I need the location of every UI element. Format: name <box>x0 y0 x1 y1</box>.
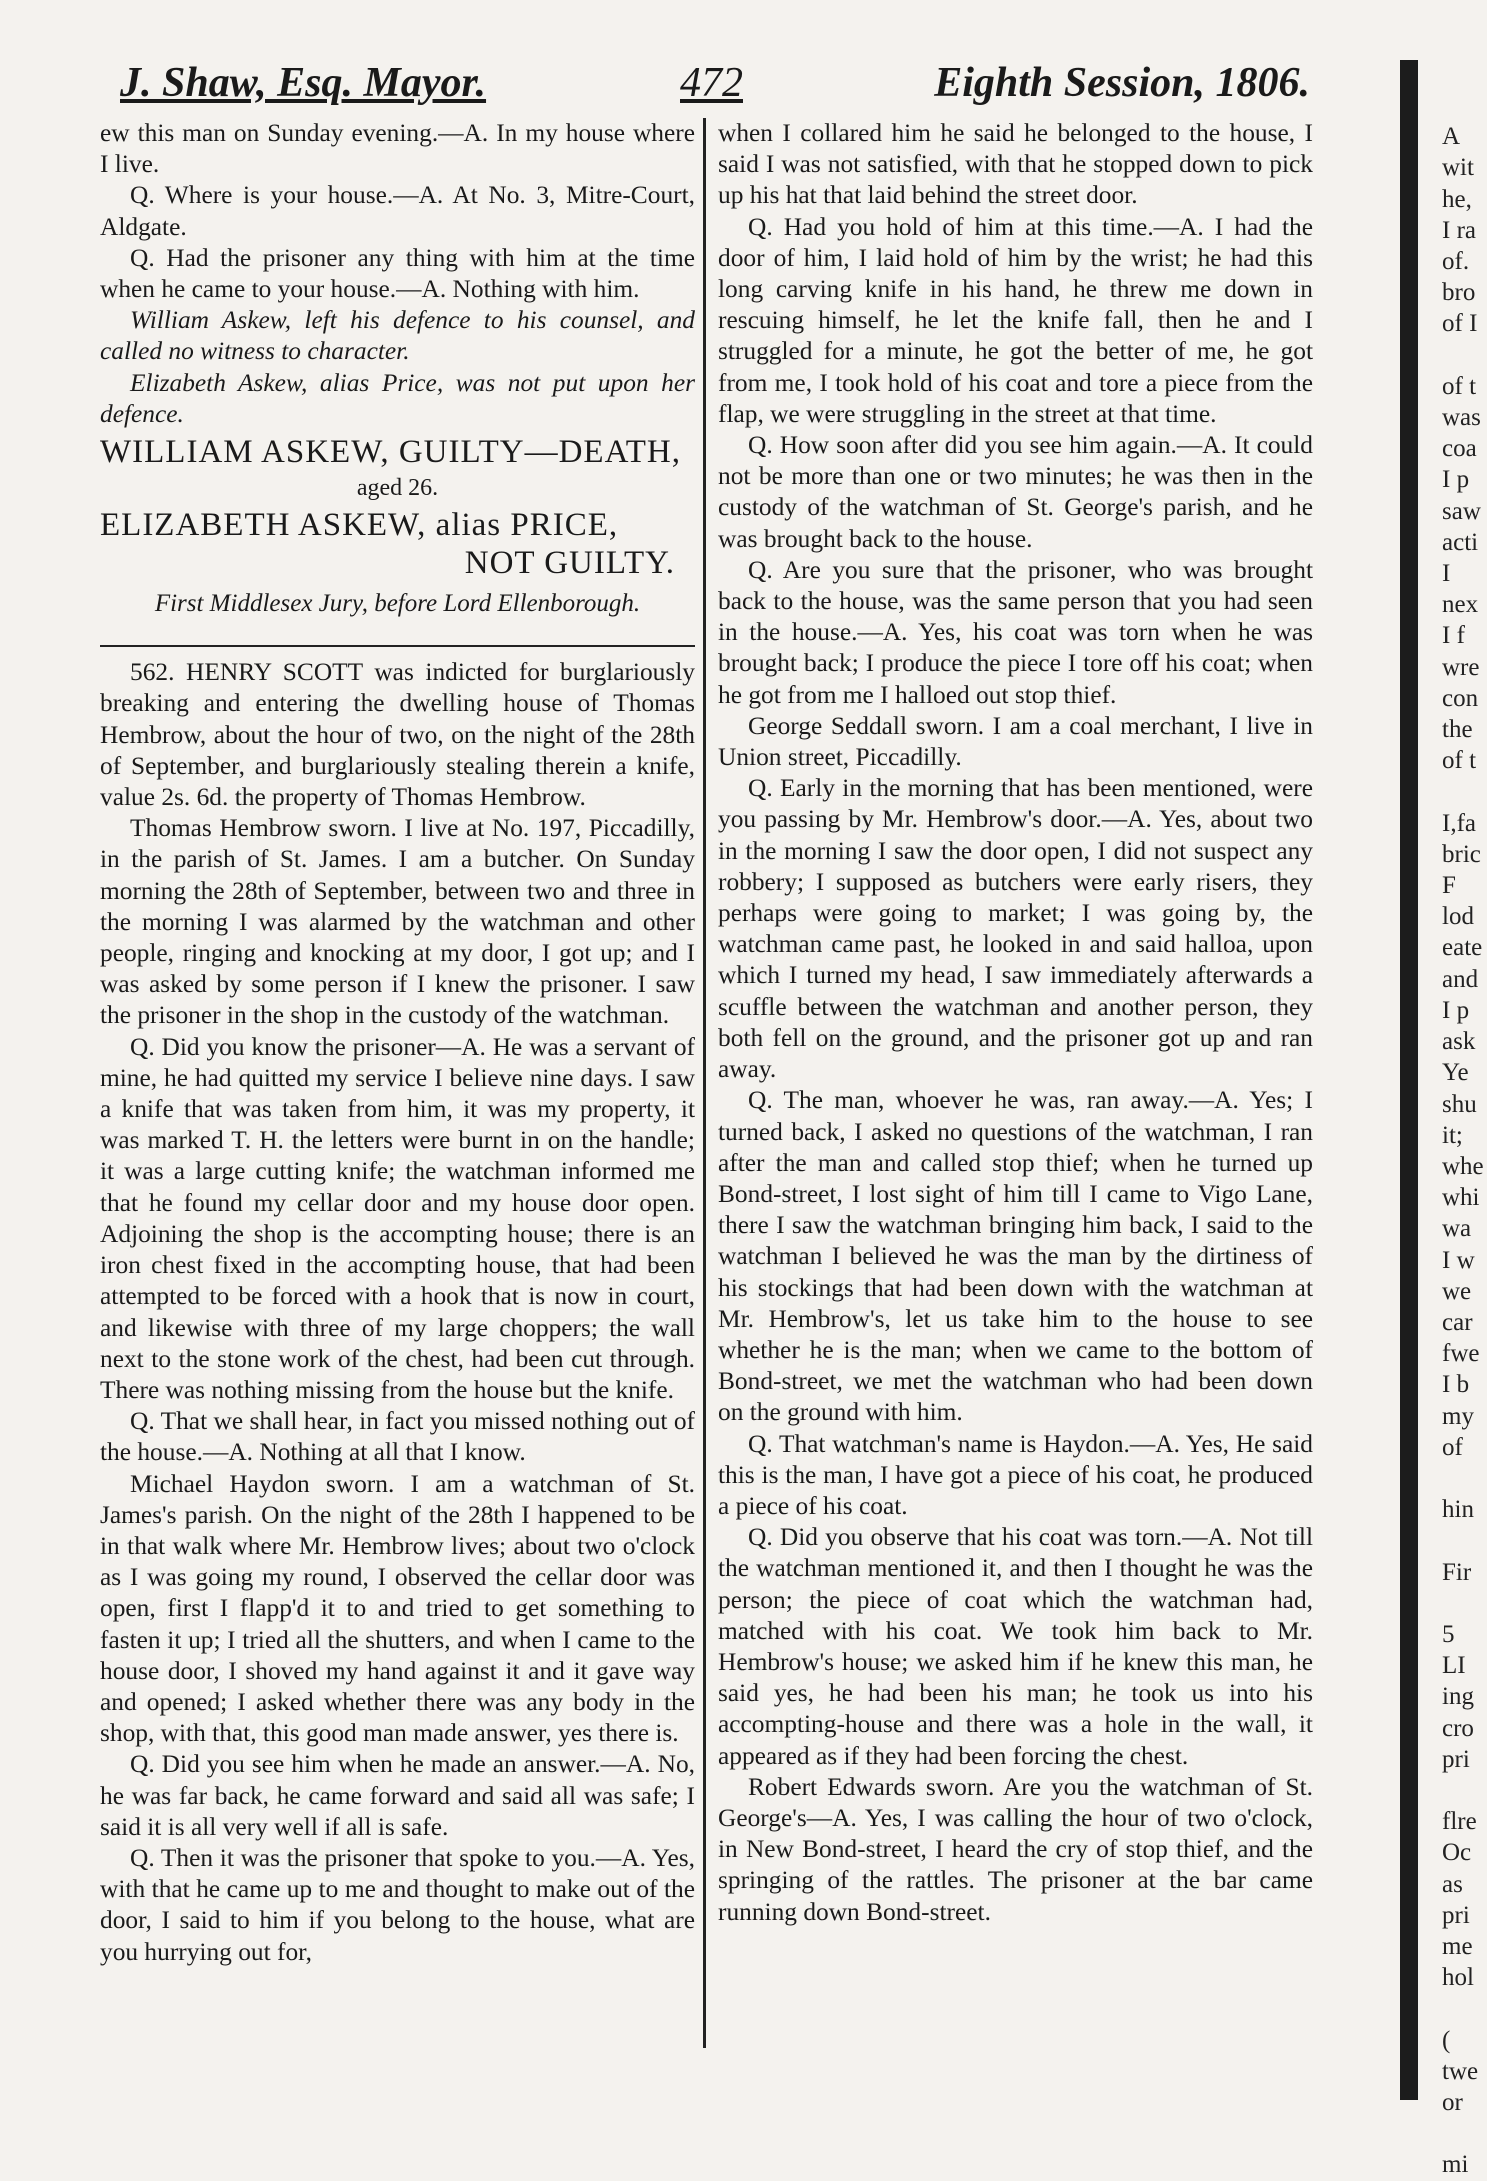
edge-fragment <box>1442 1463 1487 1494</box>
edge-fragment: ask <box>1442 1028 1476 1056</box>
edge-fragment: A <box>1442 123 1461 151</box>
edge-fragment <box>1442 2118 1487 2149</box>
column-divider <box>703 118 706 2048</box>
header-mayor: J. Shaw, Esq. Mayor. <box>120 60 487 106</box>
edge-fragment: nex <box>1442 591 1479 619</box>
page-number: 472 <box>680 60 743 106</box>
edge-fragment: flre <box>1442 1808 1477 1836</box>
edge-fragment: 5 <box>1442 1620 1455 1648</box>
edge-fragment: LI <box>1442 1652 1466 1680</box>
edge-fragment: bric <box>1442 840 1481 868</box>
paragraph: Q. Where is your house.—A. At No. 3, Mitre-Court, Aldgate. <box>100 181 695 241</box>
edge-fragment: shu <box>1442 1090 1477 1118</box>
edge-fragment: Oc <box>1442 1839 1472 1867</box>
verdict-elizabeth-askew: ELIZABETH ASKEW, alias PRICE, <box>100 507 619 544</box>
edge-fragment: I f <box>1442 622 1465 650</box>
edge-fragment: mi <box>1442 2151 1469 2179</box>
edge-fragment: the <box>1442 716 1473 744</box>
paragraph: ew this man on Sunday evening.—A. In my house where I live. <box>100 119 695 179</box>
paragraph: William Askew, left his defence to his counsel, and called no witness to character. <box>100 306 695 366</box>
right-column <box>718 118 1313 2058</box>
edge-fragment <box>1442 340 1487 371</box>
edge-fragment: of. <box>1442 248 1470 276</box>
edge-fragment: Ye <box>1442 1059 1469 1087</box>
paragraph: Q. Had the prisoner any thing with him at the time when he came to your house.—A. Nothing with him. <box>100 243 695 304</box>
case-indictment: 562. HENRY SCOTT was indicted for burglariously breaking and entering the dwelling house of Thomas Hembrow, about the hour of two, on the night of the 28th of September, and burglariously stealing therein a knife, value 2s. 6d. the property of Thomas Hembrow. <box>100 658 695 812</box>
running-header <box>120 48 1310 118</box>
edge-fragment: con <box>1442 684 1479 712</box>
edge-fragment: as <box>1442 1870 1463 1898</box>
edge-fragment: he, <box>1442 185 1472 213</box>
paragraph: Q. Had you hold of him at this time.—A. I had the door of him, I laid hold of him by the wrist; he had this long carving knife in his hand, he threw me down in rescuing himself, he let the knife fall, then he and I struggled for a minute, he got the better of me, he got from me, I took hold of his coat and tore a piece from the flap, we were struggling in the street at that time. <box>718 212 1313 428</box>
edge-fragment: I,fa <box>1442 809 1476 837</box>
edge-fragment: hol <box>1442 1964 1474 1992</box>
edge-fragment: my <box>1442 1402 1474 1430</box>
paragraph: Q. Then it was the prisoner that spoke to you.—A. Yes, with that he came up to me and thought to make out of the door, I said to him if you belong to the house, what are you hurrying out for, <box>100 1843 695 1966</box>
paragraph: Q. How soon after did you see him again.—A. It could not be more than one or two minutes; he was then in the custody of the watchman of St. George's parish, and he was brought back to the house. <box>718 431 1313 553</box>
edge-fragment: ing <box>1442 1683 1474 1711</box>
edge-fragment: hin <box>1442 1496 1474 1524</box>
edge-fragment: wit <box>1442 154 1474 182</box>
facing-page-edge <box>1442 90 1487 2179</box>
edge-fragment: I <box>1442 560 1451 588</box>
edge-fragment: cro <box>1442 1714 1474 1742</box>
left-column <box>100 118 695 2058</box>
edge-fragment <box>1442 1588 1487 1619</box>
paragraph: Elizabeth Askew, alias Price, was not put upon her defence. <box>100 368 695 428</box>
paragraph: Q. Did you see him when he made an answer.—A. No, he was far back, he came forward and said all was safe; I said it is all very well if all is safe. <box>100 1750 695 1841</box>
edge-fragment: car <box>1442 1308 1473 1336</box>
paragraph: Q. Are you sure that the prisoner, who was brought back to the house, was the same person that you had seen in the house.—A. Yes, his coat was torn when he was brought back; I produce the piece I tore off his coat; when he got from me I halloed out stop thief. <box>718 555 1313 709</box>
paragraph: Robert Edwards sworn. Are you the watchman of St. George's—A. Yes, I was calling the hour of two o'clock, in New Bond-street, I heard the cry of stop thief, and the springing of the rattles. The prisoner at the bar came running down Bond-street. <box>718 1772 1313 1926</box>
edge-fragment <box>1442 1993 1487 2024</box>
paragraph: Michael Haydon sworn. I am a watchman of St. James's parish. On the night of the 28th I happened to be in that walk where Mr. Hembrow lives; about two o'clock as I was going my round, I observed the cellar door was open, first I flapp'd it to and tried to get something to fasten it up; I tried all the shutters, and when I came to the house door, I shoved my hand against it and it gave way and opened; I asked whether there was any body in the shop, with that, this good man made answer, yes there is. <box>100 1469 695 1748</box>
verdict-age: aged 26. <box>356 475 439 502</box>
paragraph: Q. That we shall hear, in fact you missed nothing out of the house.—A. Nothing at all that I know. <box>100 1407 695 1467</box>
verdict-not-guilty: NOT GUILTY. <box>464 545 675 582</box>
edge-fragment: F <box>1442 872 1456 900</box>
edge-fragment: wa <box>1442 1215 1472 1243</box>
edge-fragment: pri <box>1442 1745 1470 1773</box>
edge-fragment: whi <box>1442 1184 1480 1212</box>
edge-fragment <box>1442 90 1487 121</box>
edge-fragment: Fir <box>1442 1558 1472 1586</box>
edge-fragment <box>1442 1525 1487 1556</box>
edge-fragment: we <box>1442 1277 1472 1305</box>
edge-fragment: of <box>1442 1433 1463 1461</box>
paragraph: Thomas Hembrow sworn. I live at No. 197, Piccadilly, in the parish of St. James. I am a butcher. On Sunday morning the 28th of September, between two and three in the morning I was alarmed by the watchman and other people, ringing and knocking at my door, I got up; and I was asked by some person if I knew the prisoner. I saw the prisoner in the shop in the custody of the watchman. <box>100 814 695 1030</box>
section-divider <box>100 645 695 647</box>
edge-fragment: coa <box>1442 435 1477 463</box>
header-session: Eighth Session, 1806. <box>934 60 1310 106</box>
edge-fragment: me <box>1442 1932 1473 1960</box>
paragraph: Q. Early in the morning that has been mentioned, were you passing by Mr. Hembrow's door.—A. Yes, about two in the morning I saw the door open, I did not suspect any robbery; I supposed as butchers were early risers, they perhaps were going to market; I was going by, the watchman came past, he looked in and said halloa, upon which I turned my head, I saw immediately afterwards a scuffle between the watchman and another person, they both fell on the ground, and the prisoner got up and ran away. <box>718 774 1313 1084</box>
edge-fragment: I ra <box>1442 216 1476 244</box>
jury-line: First Middlesex Jury, before Lord Ellenborough. <box>154 590 641 618</box>
paragraph: George Seddall sworn. I am a coal merchant, I live in Union street, Piccadilly. <box>718 711 1313 772</box>
edge-fragment: acti <box>1442 528 1479 556</box>
edge-fragment: wre <box>1442 653 1480 681</box>
edge-fragment: saw <box>1442 497 1481 525</box>
edge-fragment: of I <box>1442 310 1478 338</box>
edge-fragment: whe <box>1442 1152 1484 1180</box>
paragraph: Q. The man, whoever he was, ran away.—A. Yes; I turned back, I asked no questions of the watchman, I ran after the man and called stop thief; when he turned up Bond-street, I lost sight of him till I came to Vigo Lane, there I saw the watchman bringing him back, I said to the watchman I believed he was the man by the dirtiness of his stockings that had been down with the watchman at Mr. Hembrow's, let us take him to the house to see whether he is the man; when we came to the bottom of Bond-street, we met the watchman who had been down on the ground with him. <box>718 1086 1313 1427</box>
edge-fragment: it; <box>1442 1121 1463 1149</box>
edge-fragment: pri <box>1442 1901 1470 1929</box>
edge-fragment: was <box>1442 404 1481 432</box>
edge-fragment: I p <box>1442 996 1470 1024</box>
paragraph: Q. Did you know the prisoner—A. He was a servant of mine, he had quitted my service I believe nine days. I saw a knife that was taken from him, it was my property, it was marked T. H. the letters were burnt in on the handle; it was a large cutting knife; the watchman informed me that he found my cellar door and my house door open. Adjoining the shop is the accompting house; there is an iron chest fixed in the accompting house, that had been attempted to be forced with a hook that is now in court, and likewise with three of my large choppers; the wall next to the stone work of the chest, had been cut through. There was nothing missing from the house but the knife. <box>100 1032 695 1404</box>
paragraph: Q. Did you observe that his coat was torn.—A. Not till the watchman mentioned it, and then I thought he was the person; the piece of coat which the watchman had, matched with his coat. We took him back to Mr. Hembrow's house; we asked him if he knew this man, he said yes, he had been his man; he took us into his accompting-house and there was a hole in the wall, it appeared as if they had been forcing the chest. <box>718 1523 1313 1770</box>
paragraph: Q. That watchman's name is Haydon.—A. Yes, He said this is the man, I have got a piece of his coat, he produced a piece of his coat. <box>718 1429 1313 1520</box>
edge-fragment: I w <box>1442 1246 1475 1274</box>
edge-fragment: lod <box>1442 903 1474 931</box>
binding-shadow <box>1400 60 1418 2100</box>
edge-fragment <box>1442 1775 1487 1806</box>
edge-fragment: bro <box>1442 279 1476 307</box>
edge-fragment: eate <box>1442 934 1483 962</box>
edge-fragment: and <box>1442 965 1479 993</box>
edge-fragment: I b <box>1442 1371 1470 1399</box>
edge-fragment: twe <box>1442 2057 1479 2085</box>
edge-fragment <box>1442 776 1487 807</box>
edge-fragment: of t <box>1442 747 1477 775</box>
edge-fragment: or <box>1442 2089 1463 2116</box>
paragraph: when I collared him he said he belonged to the house, I said I was not satisfied, with that he stopped down to pick up his hat that laid behind the street door. <box>718 119 1313 210</box>
edge-fragment: ( <box>1442 2026 1451 2054</box>
verdict-william-askew: WILLIAM ASKEW, GUILTY—DEATH, <box>100 434 682 471</box>
edge-fragment: fwe <box>1442 1340 1480 1368</box>
edge-fragment: I p <box>1442 466 1470 494</box>
edge-fragment: of t <box>1442 372 1477 400</box>
